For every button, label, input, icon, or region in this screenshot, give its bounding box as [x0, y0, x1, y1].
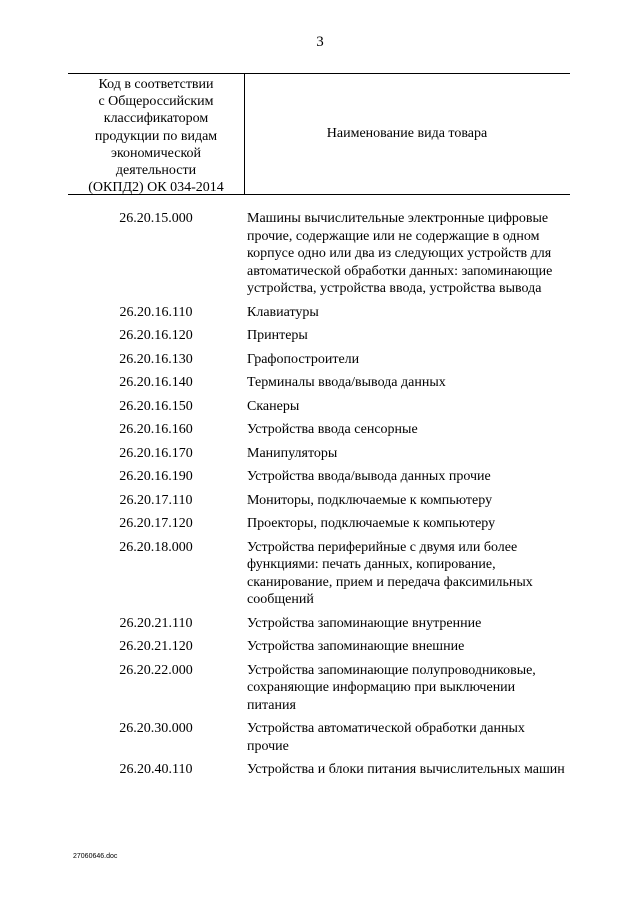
table-row	[0, 539, 640, 609]
table-row	[0, 468, 640, 486]
product-name: Устройства запоминающие полупроводниковые, сохраняющие информацию при выключении питания	[247, 662, 536, 713]
product-code: 26.20.16.190	[119, 469, 193, 484]
header-code-column	[68, 76, 244, 196]
product-code: 26.20.30.000	[119, 721, 193, 736]
product-name: Графопостроители	[247, 351, 360, 367]
table-row	[0, 662, 640, 715]
product-name: Манипуляторы	[247, 445, 338, 461]
header-name-label: Наименование вида товара	[326, 126, 488, 141]
table-row	[0, 638, 640, 656]
product-code: 26.20.17.110	[119, 492, 193, 508]
table-row	[0, 445, 640, 463]
product-code: 26.20.16.120	[119, 328, 193, 343]
table-row	[0, 351, 640, 369]
table-row	[0, 398, 640, 416]
table-row	[0, 720, 640, 755]
product-code: 26.20.18.000	[119, 539, 193, 555]
product-code: 26.20.21.110	[119, 615, 193, 631]
product-name: Мониторы, подключаемые к компьютеру	[247, 492, 493, 508]
product-name: Устройства запоминающие внутренние	[247, 615, 482, 631]
product-code: 26.20.16.170	[119, 445, 193, 461]
product-name: Устройства запоминающие внешние	[247, 639, 465, 654]
header-name-column	[244, 73, 570, 195]
product-code: 26.20.16.150	[119, 398, 193, 414]
header-code-line: Код в соответствии	[98, 77, 214, 92]
header-code-line: классификатором	[103, 111, 209, 127]
page-number: 3	[316, 34, 324, 50]
table-row	[0, 515, 640, 533]
product-name: Устройства ввода/вывода данных прочие	[247, 469, 491, 484]
table-row	[0, 210, 640, 298]
product-name: Сканеры	[247, 398, 300, 414]
product-name: Терминалы ввода/вывода данных	[247, 375, 446, 390]
header-code-line: экономической	[110, 145, 202, 161]
product-name: Устройства и блоки питания вычислительных машин	[247, 762, 565, 777]
product-table	[0, 210, 640, 785]
header-code-line: (ОКПД2) ОК 034-2014	[88, 180, 224, 196]
product-name: Устройства автоматической обработки данных прочие	[247, 721, 525, 754]
product-name: Устройства периферийные с двумя или более функциями: печать данных, копирование, сканирование, прием и передача факсимильных сообщений	[247, 539, 533, 607]
product-code: 26.20.16.160	[119, 422, 193, 437]
product-code: 26.20.15.000	[119, 211, 193, 226]
product-name: Проекторы, подключаемые к компьютеру	[247, 516, 496, 531]
product-code: 26.20.22.000	[119, 662, 193, 678]
table-row	[0, 327, 640, 345]
table-row	[0, 421, 640, 439]
table-row	[0, 492, 640, 510]
table-row	[0, 304, 640, 322]
product-code: 26.20.21.120	[119, 639, 193, 654]
table-row	[0, 761, 640, 779]
document-filename: 27060646.doc	[73, 853, 118, 860]
product-name: Клавиатуры	[247, 304, 319, 320]
table-header	[68, 73, 570, 195]
header-code-line: деятельности	[115, 163, 197, 179]
product-name: Устройства ввода сенсорные	[247, 422, 418, 437]
product-code: 26.20.16.110	[119, 304, 193, 320]
header-code-line: продукции по видам	[94, 128, 218, 144]
product-code: 26.20.40.110	[119, 762, 193, 777]
product-name: Принтеры	[247, 328, 308, 343]
table-row	[0, 615, 640, 633]
product-code: 26.20.17.120	[119, 516, 193, 531]
table-row	[0, 374, 640, 392]
product-name: Машины вычислительные электронные цифровые прочие, содержащие или не содержащие в одном корпусе одно или два из следующих устройств для автоматической обработки данных: запоминающие устройства, устройства ввода, устройства вывода	[247, 211, 553, 296]
header-code-line: с Общероссийским	[98, 94, 214, 110]
product-code: 26.20.16.130	[119, 351, 193, 367]
product-code: 26.20.16.140	[119, 375, 193, 390]
